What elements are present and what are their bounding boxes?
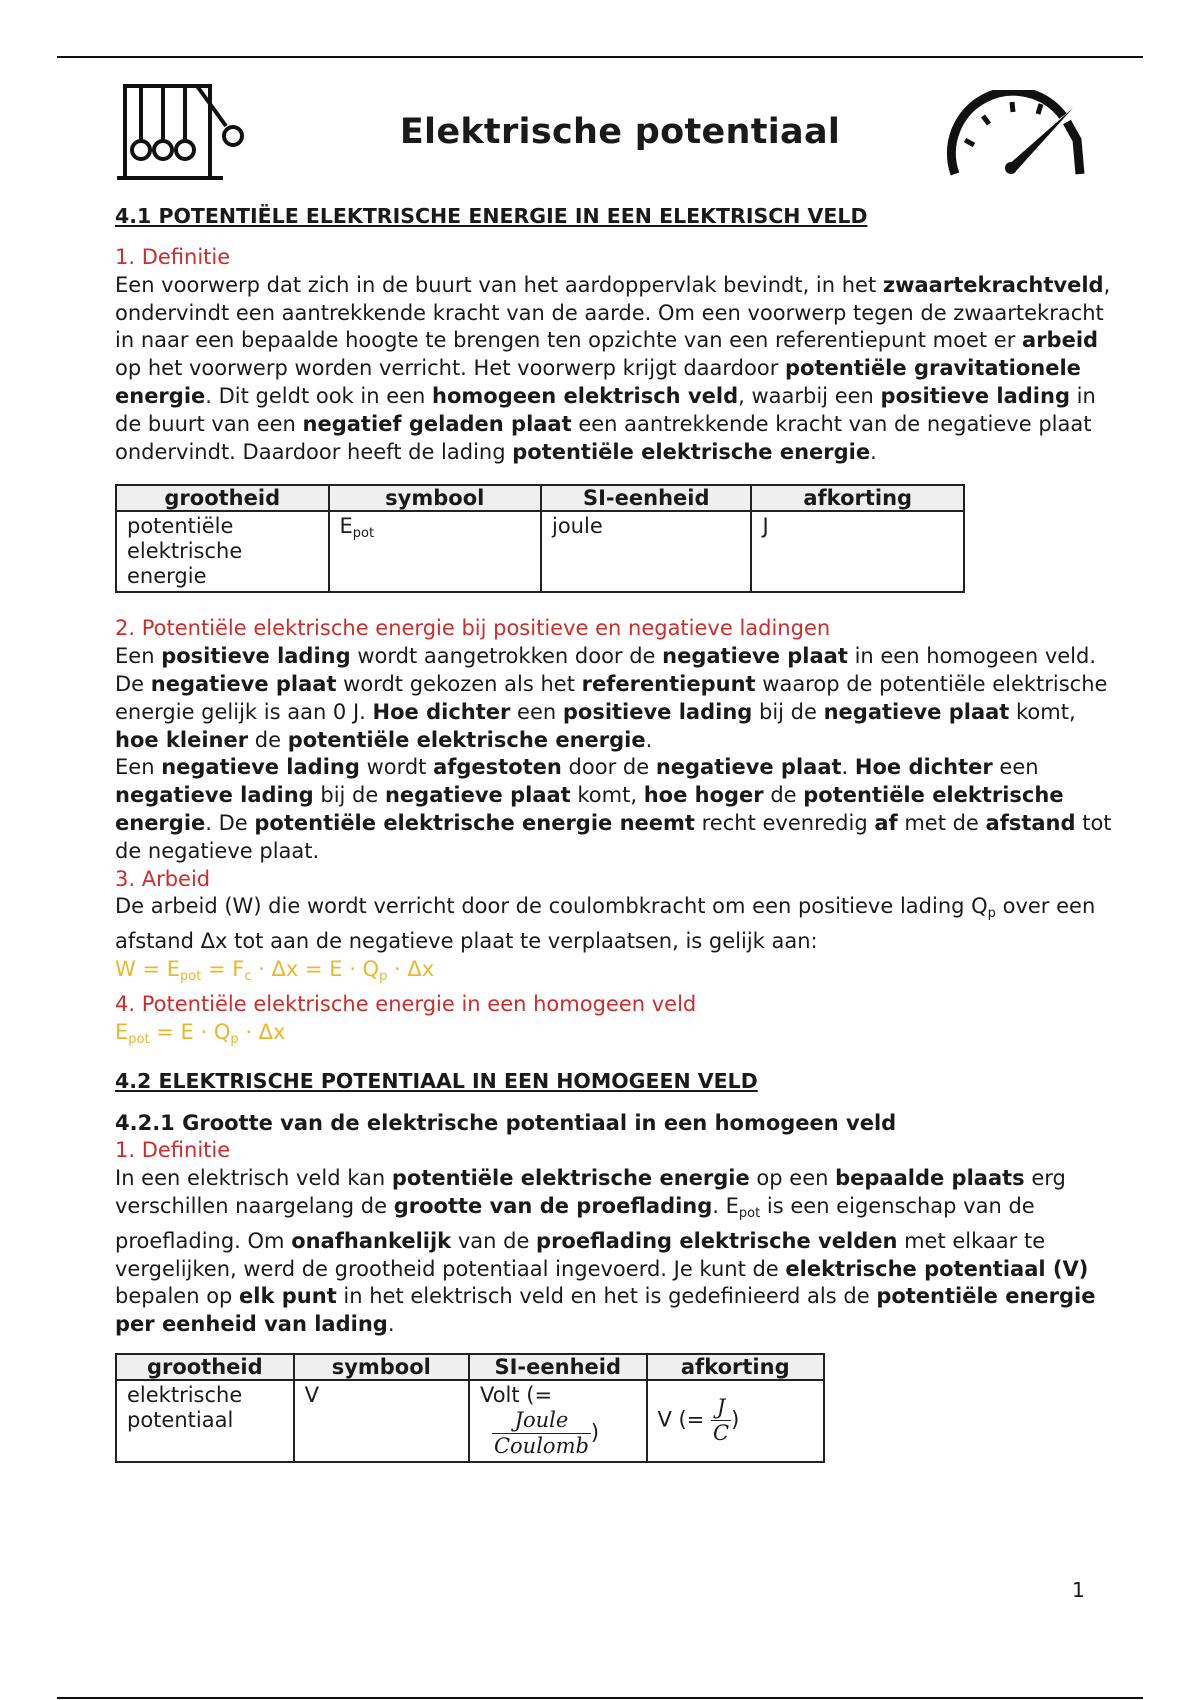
page-title: Elektrische potentiaal bbox=[399, 112, 841, 152]
table1-header-si-eenheid: SI-eenheid bbox=[541, 485, 751, 511]
bottom-rule bbox=[57, 1697, 1143, 1699]
table2-header-grootheid: grootheid bbox=[116, 1354, 294, 1380]
page-header bbox=[115, 72, 1125, 192]
section-4-2-1-heading: 4.2.1 Grootte van de elektrische potentiaal in een homogeen veld bbox=[115, 1111, 897, 1136]
section-4-2-definitie-title: 1. Definitie bbox=[115, 1138, 231, 1163]
page-number: 1 bbox=[1072, 1578, 1085, 1602]
section-4-1-ladingen-paragraph-1: Een positieve lading wordt aangetrokken door de negatieve plaat in een homogeen veld. De negatieve plaat wordt gekozen als het referentiepunt waarop de potentiële elektrische energie gelijk is aan 0 J. Hoe dichter een positieve lading bij de negatieve plaat komt, hoe kleiner de potentiële elektrische energie. bbox=[115, 644, 1108, 752]
table2-cell-si-eenheid: Volt (= $\frac{\text{Joule}}{\text{Coulomb}}$ ) bbox=[469, 1380, 647, 1462]
table1-header-symbool: symbool bbox=[329, 485, 542, 511]
table-elektrische-potentiaal bbox=[115, 1353, 825, 1463]
table1-header-grootheid: grootheid bbox=[116, 485, 329, 511]
table2-header-afkorting: afkorting bbox=[647, 1354, 824, 1380]
top-rule bbox=[57, 56, 1143, 58]
section-4-1-heading: 4.1 POTENTIËLE ELEKTRISCHE ENERGIE IN EEN ELEKTRISCH VELD bbox=[115, 204, 868, 228]
section-4-1-ladingen-paragraph-2: Een negatieve lading wordt afgestoten door de negatieve plaat. Hoe dichter een negatieve lading bij de negatieve plaat komt, hoe hoger de potentiële elektrische energie. De potentiële elektrische energie neemt recht evenredig af met de afstand tot de negatieve plaat. bbox=[115, 755, 1112, 863]
section-4-1-ladingen-title: 2. Potentiële elektrische energie bij positieve en negatieve ladingen bbox=[115, 616, 831, 641]
section-4-2-definitie-paragraph: In een elektrisch veld kan potentiële elektrische energie op een bepaalde plaats erg verschillen naargelang de grootte van de proeflading. $E_{pot}$ is een eigenschap van de proeflading. Om onafhankelijk van de proeflading elektrische velden met elkaar te vergelijken, werd de grootheid potentiaal ingevoerd. Je kunt de elektrische potentiaal (V) bepalen op elk punt in het elektrisch veld en het is gedefinieerd als de potentiële energie per eenheid van lading. bbox=[115, 1166, 1096, 1337]
table2-header-symbool: symbool bbox=[294, 1354, 469, 1380]
table1-cell-symbool: $E_{pot}$ bbox=[329, 511, 542, 592]
section-4-1-arbeid-paragraph: De arbeid (W) die wordt verricht door de coulombkracht om een positieve lading $Q_p$ over een afstand Δx tot aan de negatieve plaat te verplaatsen, is gelijk aan: bbox=[115, 894, 1096, 954]
section-4-1-arbeid-title: 3. Arbeid bbox=[115, 866, 211, 891]
speedometer-icon bbox=[945, 90, 1087, 180]
table2-header-si-eenheid: SI-eenheid bbox=[469, 1354, 647, 1380]
table2-cell-afkorting: V (= $\frac{J}{C}$ ) bbox=[647, 1380, 824, 1462]
table1-cell-grootheid: potentiële elektrische energie bbox=[116, 511, 329, 592]
table1-cell-afkorting: J bbox=[751, 511, 964, 592]
section-4-2-heading: 4.2 ELEKTRISCHE POTENTIAAL IN EEN HOMOGEEN VELD bbox=[115, 1069, 758, 1094]
table2-cell-symbool: V bbox=[294, 1380, 469, 1462]
section-4-1-homogeen-title: 4. Potentiële elektrische energie in een homogeen veld bbox=[115, 991, 697, 1016]
j-per-c-fraction: $\frac{J}{C}$ bbox=[713, 1395, 730, 1446]
arbeid-formula: $W = E_{pot} = F_c \cdot \Delta x = E \cdot Q_p \cdot \Delta x$ bbox=[115, 956, 435, 984]
section-4-1-definitie-title: 1. Definitie bbox=[115, 245, 231, 269]
table1-cell-si-eenheid: joule bbox=[541, 511, 751, 592]
joule-per-coulomb-fraction: $\frac{\text{Joule}}{\text{Coulomb}}$ bbox=[493, 1407, 589, 1458]
table1-header-afkorting: afkorting bbox=[751, 485, 964, 511]
table-potentiele-energie bbox=[115, 484, 965, 593]
table2-cell-grootheid: elektrische potentiaal bbox=[116, 1380, 294, 1462]
document-page bbox=[115, 72, 1125, 1463]
epot-formula: $E_{pot} = E \cdot Q_p \cdot \Delta x$ bbox=[115, 1019, 286, 1047]
section-4-1-definitie-paragraph: Een voorwerp dat zich in de buurt van het aardoppervlak bevindt, in het zwaartekrachtveld, ondervindt een aantrekkende kracht van de aarde. Om een voorwerp tegen de zwaartekracht in naar een bepaalde hoogte te brengen ten opzichte van een referentiepunt moet er arbeid op het voorwerp worden verricht. Het voorwerp krijgt daardoor potentiële gravitationele energie. Dit geldt ook in een homogeen elektrisch veld, waarbij een positieve lading in de buurt van een negatief geladen plaat een aantrekkende kracht van de negatieve plaat ondervindt. Daardoor heeft de lading potentiële elektrische energie. bbox=[115, 272, 1111, 464]
